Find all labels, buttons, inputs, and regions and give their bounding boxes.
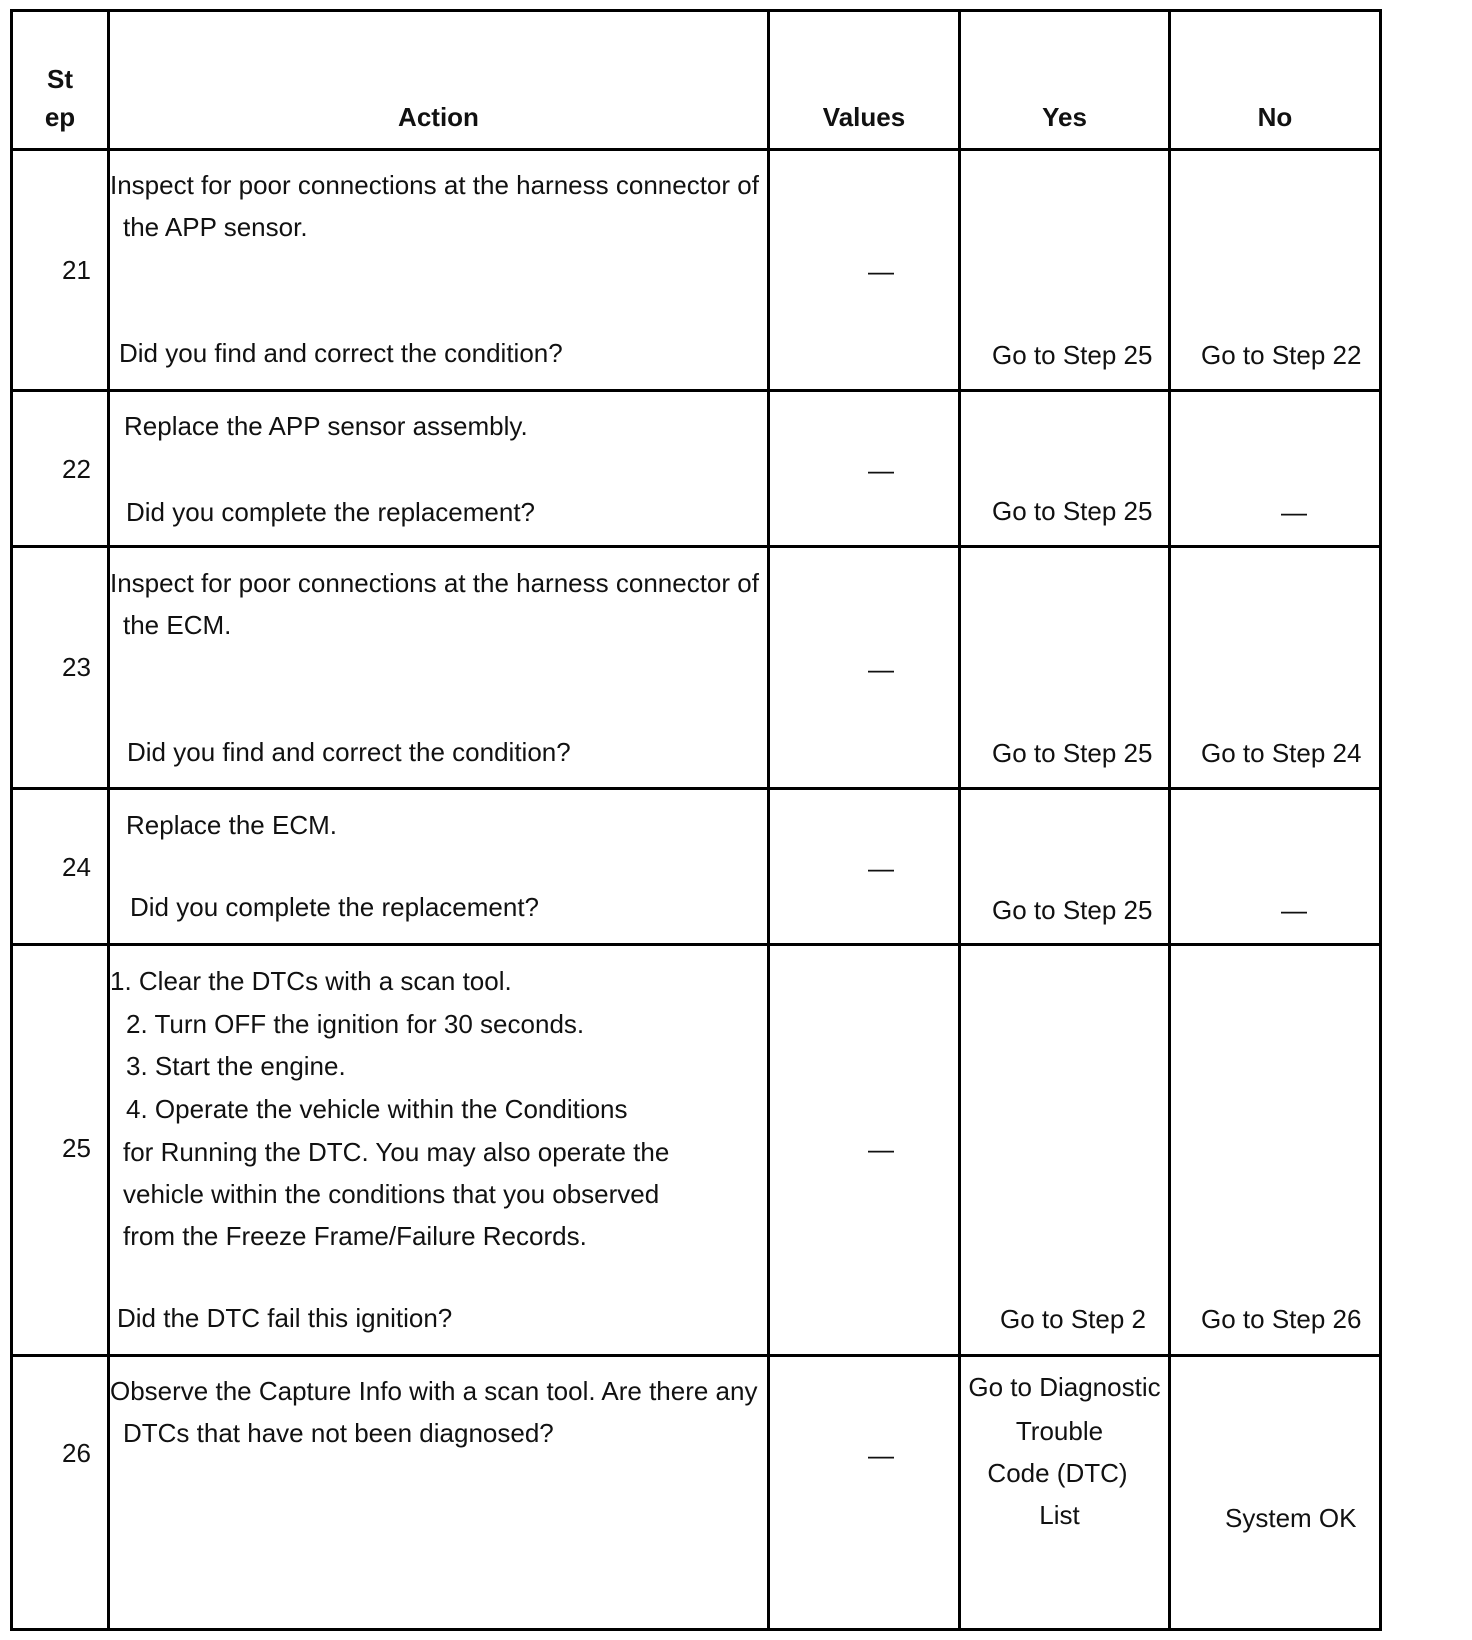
action-line: from the Freeze Frame/Failure Records.	[123, 1221, 587, 1251]
header-step	[13, 64, 107, 132]
action-line: 4. Operate the vehicle within the Conditions	[126, 1094, 628, 1124]
yes-link-line: Code (DTC)	[987, 1458, 1128, 1488]
grid-line	[10, 9, 1382, 12]
yes-link[interactable]: Go to Step 25	[992, 895, 1153, 925]
step-number: 23	[62, 652, 91, 682]
grid-line	[1379, 9, 1382, 1631]
action-line: Replace the APP sensor assembly.	[124, 411, 528, 441]
yes-link[interactable]	[961, 1372, 1168, 1530]
header-no: No	[1257, 102, 1293, 132]
grid-line	[1168, 9, 1171, 1631]
yes-link[interactable]: Go to Step 25	[992, 738, 1153, 768]
header-action: Action	[398, 102, 479, 132]
grid-line	[10, 1354, 1382, 1357]
action-line: 3. Start the engine.	[126, 1051, 346, 1081]
step-number: 24	[62, 852, 91, 882]
step-number: 26	[62, 1438, 91, 1468]
action-line: Inspect for poor connections at the harness connector of	[110, 568, 759, 598]
action-line: the ECM.	[123, 610, 232, 640]
step-number: 25	[62, 1133, 91, 1163]
action-line: 1. Clear the DTCs with a scan tool.	[110, 966, 512, 996]
action-line: for Running the DTC. You may also operate the	[123, 1137, 670, 1167]
step-number: 22	[62, 454, 91, 484]
yes-link-line: Trouble	[1015, 1416, 1104, 1446]
no-dash: —	[1281, 895, 1307, 925]
no-link[interactable]: Go to Step 26	[1201, 1304, 1362, 1334]
header-step-line-2: ep	[44, 102, 76, 132]
values-dash: —	[868, 853, 894, 883]
header-step-line-1: St	[47, 64, 73, 94]
grid-line	[10, 9, 13, 1631]
grid-line	[10, 545, 1382, 548]
no-link[interactable]: Go to Step 22	[1201, 340, 1362, 370]
yes-link-line: Go to Diagnostic	[968, 1372, 1161, 1402]
action-line: Inspect for poor connections at the harness connector of	[110, 170, 759, 200]
yes-link-line: List	[1039, 1500, 1080, 1530]
yes-link[interactable]: Go to Step 25	[992, 496, 1153, 526]
action-line: vehicle within the conditions that you observed	[123, 1179, 660, 1209]
grid-line	[10, 943, 1382, 946]
values-dash: —	[868, 256, 894, 286]
grid-line	[10, 1628, 1382, 1631]
no-dash: —	[1281, 497, 1307, 527]
no-link[interactable]: Go to Step 24	[1201, 738, 1362, 768]
values-dash: —	[868, 1440, 894, 1470]
values-dash: —	[868, 455, 894, 485]
action-question: Did you complete the replacement?	[130, 892, 540, 922]
grid-line	[10, 148, 1382, 151]
values-dash: —	[868, 1134, 894, 1164]
action-question: Did you find and correct the condition?	[119, 338, 563, 368]
header-yes: Yes	[1042, 102, 1087, 132]
grid-line	[10, 389, 1382, 392]
action-line: Observe the Capture Info with a scan tool. Are there any	[110, 1376, 758, 1406]
yes-link[interactable]: Go to Step 2	[1000, 1304, 1146, 1334]
action-question: Did you find and correct the condition?	[127, 737, 571, 767]
header-values: Values	[822, 102, 906, 132]
no-result: System OK	[1225, 1503, 1357, 1533]
grid-line	[767, 9, 770, 1631]
action-line: 2. Turn OFF the ignition for 30 seconds.	[126, 1009, 585, 1039]
yes-link[interactable]: Go to Step 25	[992, 340, 1153, 370]
values-dash: —	[868, 654, 894, 684]
action-line: Replace the ECM.	[126, 810, 337, 840]
action-question: Did the DTC fail this ignition?	[117, 1303, 453, 1333]
step-number: 21	[62, 255, 91, 285]
action-line: the APP sensor.	[123, 212, 308, 242]
action-question: Did you complete the replacement?	[126, 497, 536, 527]
action-line: DTCs that have not been diagnosed?	[123, 1418, 554, 1448]
grid-line	[10, 787, 1382, 790]
